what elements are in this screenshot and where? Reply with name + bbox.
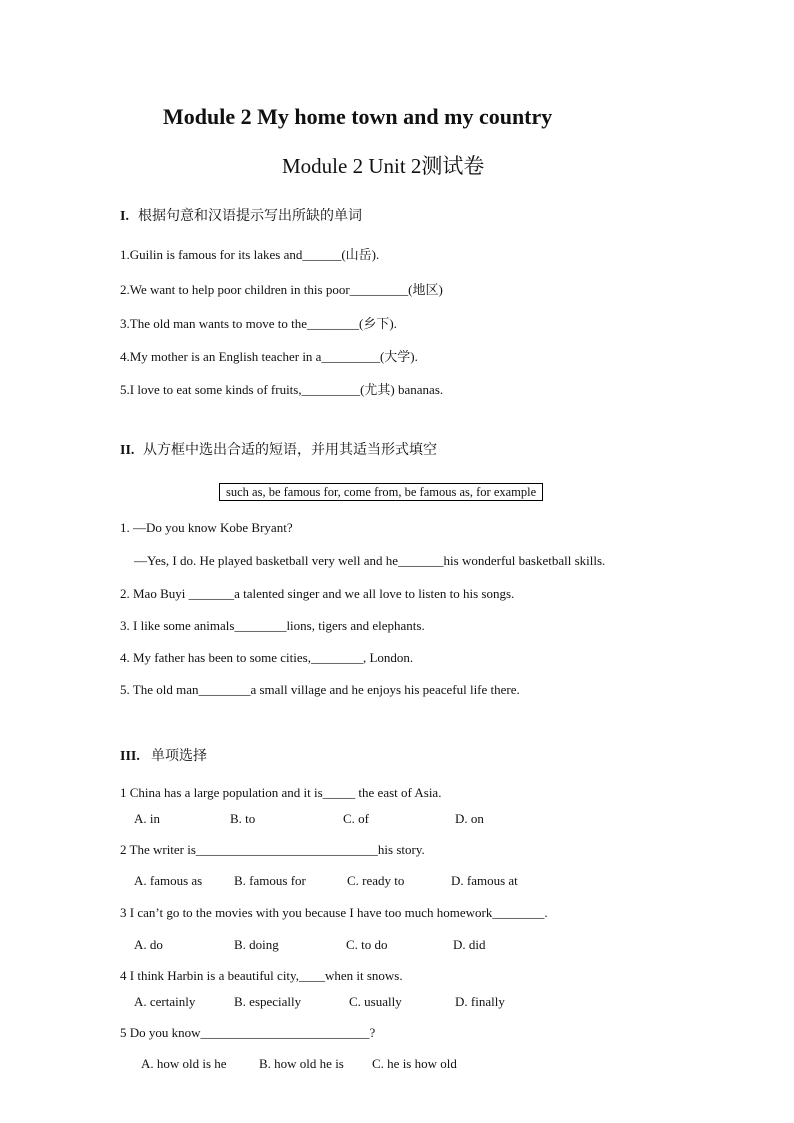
section-1-heading: 根据句意和汉语提示写出所缺的单词 [138,208,362,224]
mc-q4-option-d: D. finally [455,994,505,1009]
s1-item-5: 5.I love to eat some kinds of fruits,_________(尤其) bananas. [120,382,444,397]
mc-q3-option-c: C. to do [346,937,388,952]
section-3-number: III. [120,749,140,764]
s1-item-2: 2.We want to help poor children in this poor_________(地区) [120,282,443,297]
phrase-box: such as, be famous for, come from, be famous as, for example [219,483,543,501]
mc-q1-option-c: C. of [343,811,369,826]
mc-q5-option-c: C. he is how old [372,1056,457,1071]
mc-q5-option-a: A. how old is he [141,1056,227,1071]
section-3-heading: 单项选择 [151,748,207,764]
s1-item-4: 4.My mother is an English teacher in a_________(大学). [120,349,418,364]
s2-item-1-reply: —Yes, I do. He played basketball very well and he_______his wonderful basketball skills. [134,553,606,568]
s1-item-3: 3.The old man wants to move to the________(乡下). [120,316,397,331]
page-title: Module 2 My home town and my country [163,104,553,129]
s2-item-1: 1. —Do you know Kobe Bryant? [120,520,293,535]
s2-item-2: 2. Mao Buyi _______a talented singer and we all love to listen to his songs. [120,586,515,601]
mc-question-2: 2 The writer is____________________________his story. [120,842,425,857]
mc-q4-option-a: A. certainly [134,994,196,1009]
s2-item-5: 5. The old man________a small village and he enjoys his peaceful life there. [120,682,520,697]
mc-q3-option-a: A. do [134,937,163,952]
mc-question-5: 5 Do you know__________________________? [120,1025,376,1040]
mc-q2-option-d: D. famous at [451,873,518,888]
s1-item-1: 1.Guilin is famous for its lakes and______(山岳). [120,247,380,262]
s2-item-4: 4. My father has been to some cities,________, London. [120,650,414,665]
mc-q5-option-b: B. how old he is [259,1056,344,1071]
mc-q3-option-d: D. did [453,937,486,952]
mc-q1-option-d: D. on [455,811,484,826]
mc-q1-option-a: A. in [134,811,160,826]
page-subtitle: Module 2 Unit 2测试卷 [282,154,485,178]
mc-question-4: 4 I think Harbin is a beautiful city,____when it snows. [120,968,403,983]
section-1-number: I. [120,209,129,224]
mc-q3-option-b: B. doing [234,937,279,952]
mc-q4-option-c: C. usually [349,994,402,1009]
mc-q2-option-a: A. famous as [134,873,203,888]
mc-question-3: 3 I can’t go to the movies with you because I have too much homework________. [120,905,548,920]
mc-question-1: 1 China has a large population and it is_____ the east of Asia. [120,785,442,800]
mc-q2-option-b: B. famous for [234,873,306,888]
mc-q4-option-b: B. especially [234,994,302,1009]
section-2-number: II. [120,443,135,458]
mc-q2-option-c: C. ready to [347,873,405,888]
s2-item-3: 3. I like some animals________lions, tigers and elephants. [120,618,425,633]
section-2-heading: 从方框中选出合适的短语，并用其适当形式填空 [143,442,437,458]
mc-q1-option-b: B. to [230,811,256,826]
